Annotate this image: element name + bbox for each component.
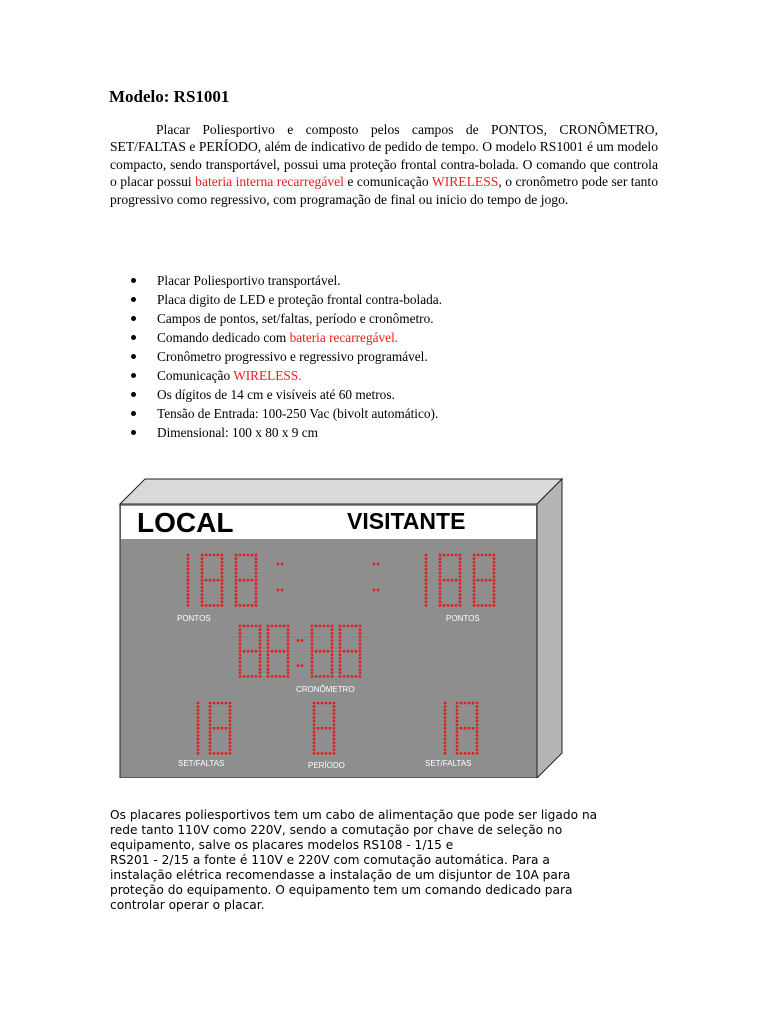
bullet-icon bbox=[131, 335, 136, 340]
body-text: Comando dedicado com bbox=[157, 330, 290, 345]
away-team-label: VISITANTE bbox=[347, 508, 466, 534]
body-text: Comunicação bbox=[157, 368, 234, 383]
highlight-text: bateria interna recarregável bbox=[195, 174, 344, 190]
away-set-faltas-label: SET/FALTAS bbox=[425, 759, 472, 768]
led-digit bbox=[425, 554, 428, 607]
page-title: Modelo: RS1001 bbox=[109, 87, 230, 106]
period-label: PERÍODO bbox=[308, 761, 345, 770]
highlight-text: WIRELESS. bbox=[233, 368, 302, 383]
scoreboard-illustration bbox=[118, 476, 568, 778]
feature-item bbox=[128, 328, 442, 347]
feature-item bbox=[128, 423, 442, 442]
home-team-label: LOCAL bbox=[137, 507, 234, 538]
bullet-icon bbox=[131, 278, 136, 283]
footer-line: RS201 - 2/15 a fonte é 110V e 220V com comutação automática. Para a bbox=[110, 853, 550, 867]
body-text: Cronômetro progressivo e regressivo programável. bbox=[157, 349, 428, 364]
case-side bbox=[537, 479, 562, 778]
scoreboard-panel bbox=[120, 504, 537, 778]
feature-item bbox=[128, 385, 442, 404]
case-top bbox=[120, 479, 562, 504]
intro-paragraph bbox=[110, 121, 658, 208]
led-digit bbox=[444, 702, 447, 755]
body-text: Placa digito de LED e proteção frontal contra-bolada. bbox=[157, 292, 443, 307]
body-text: , o cronômetro pode ser tanto progressivo como regressivo, com programação de final ou inicio do tempo de jogo. bbox=[110, 174, 658, 207]
body-text: Placar Poliesportivo transportável. bbox=[157, 273, 341, 288]
body-text: e comunicação bbox=[343, 174, 432, 190]
body-text: Tensão de Entrada: 100-250 Vac (bivolt automático). bbox=[157, 406, 439, 421]
footer-line: rede tanto 110V como 220V, sendo a comutação por chave de seleção no bbox=[110, 823, 563, 837]
clock-label: CRONÔMETRO bbox=[296, 685, 355, 694]
body-text: Os dígitos de 14 cm e visíveis até 60 metros. bbox=[157, 387, 395, 402]
footer-line: equipamento, salve os placares modelos RS108 - 1/15 e bbox=[110, 838, 454, 852]
footer-line: Os placares poliesportivos tem um cabo de alimentação que pode ser ligado na bbox=[110, 808, 598, 822]
footer-line: instalação elétrica recomendasse a instalação de um disjuntor de 10A para bbox=[110, 868, 571, 882]
intro-runs bbox=[110, 122, 658, 207]
body-text: Campos de pontos, set/faltas, período e cronômetro. bbox=[157, 311, 434, 326]
home-set-faltas-label: SET/FALTAS bbox=[178, 759, 225, 768]
away-points-label: PONTOS bbox=[446, 614, 480, 623]
bullet-icon bbox=[131, 430, 136, 435]
feature-item bbox=[128, 271, 442, 290]
feature-item bbox=[128, 290, 442, 309]
body-text: Placar Poliesportivo e composto pelos campos de PONTOS, CRONÔMETRO, SET/FALTAS e PERÍODO, além de indicativo de pedido de tempo. O modelo RS1001 é um modelo compacto, sendo transportável, possui uma proteção frontal contra-bolada. O comando que controla o placar possui bbox=[110, 122, 658, 190]
highlight-text: bateria recarregável. bbox=[289, 330, 399, 345]
bullet-icon bbox=[131, 297, 136, 302]
feature-item bbox=[128, 366, 442, 385]
led-digit bbox=[187, 554, 190, 607]
feature-item bbox=[128, 404, 442, 423]
footer-line: proteção do equipamento. O equipamento tem um comando dedicado para bbox=[110, 883, 573, 897]
body-text: Dimensional: 100 x 80 x 9 cm bbox=[157, 425, 319, 440]
home-points-label: PONTOS bbox=[177, 614, 211, 623]
feature-item bbox=[128, 309, 442, 328]
bullet-icon bbox=[131, 316, 136, 321]
feature-item bbox=[128, 347, 442, 366]
bullet-icon bbox=[131, 354, 136, 359]
bullet-icon bbox=[131, 373, 136, 378]
footer-line: controlar operar o placar. bbox=[110, 898, 265, 912]
bullet-icon bbox=[131, 411, 136, 416]
bullet-icon bbox=[131, 392, 136, 397]
power-notes bbox=[110, 808, 640, 913]
led-digit bbox=[197, 702, 200, 755]
highlight-text: WIRELESS bbox=[431, 174, 499, 190]
features-list bbox=[128, 271, 442, 442]
